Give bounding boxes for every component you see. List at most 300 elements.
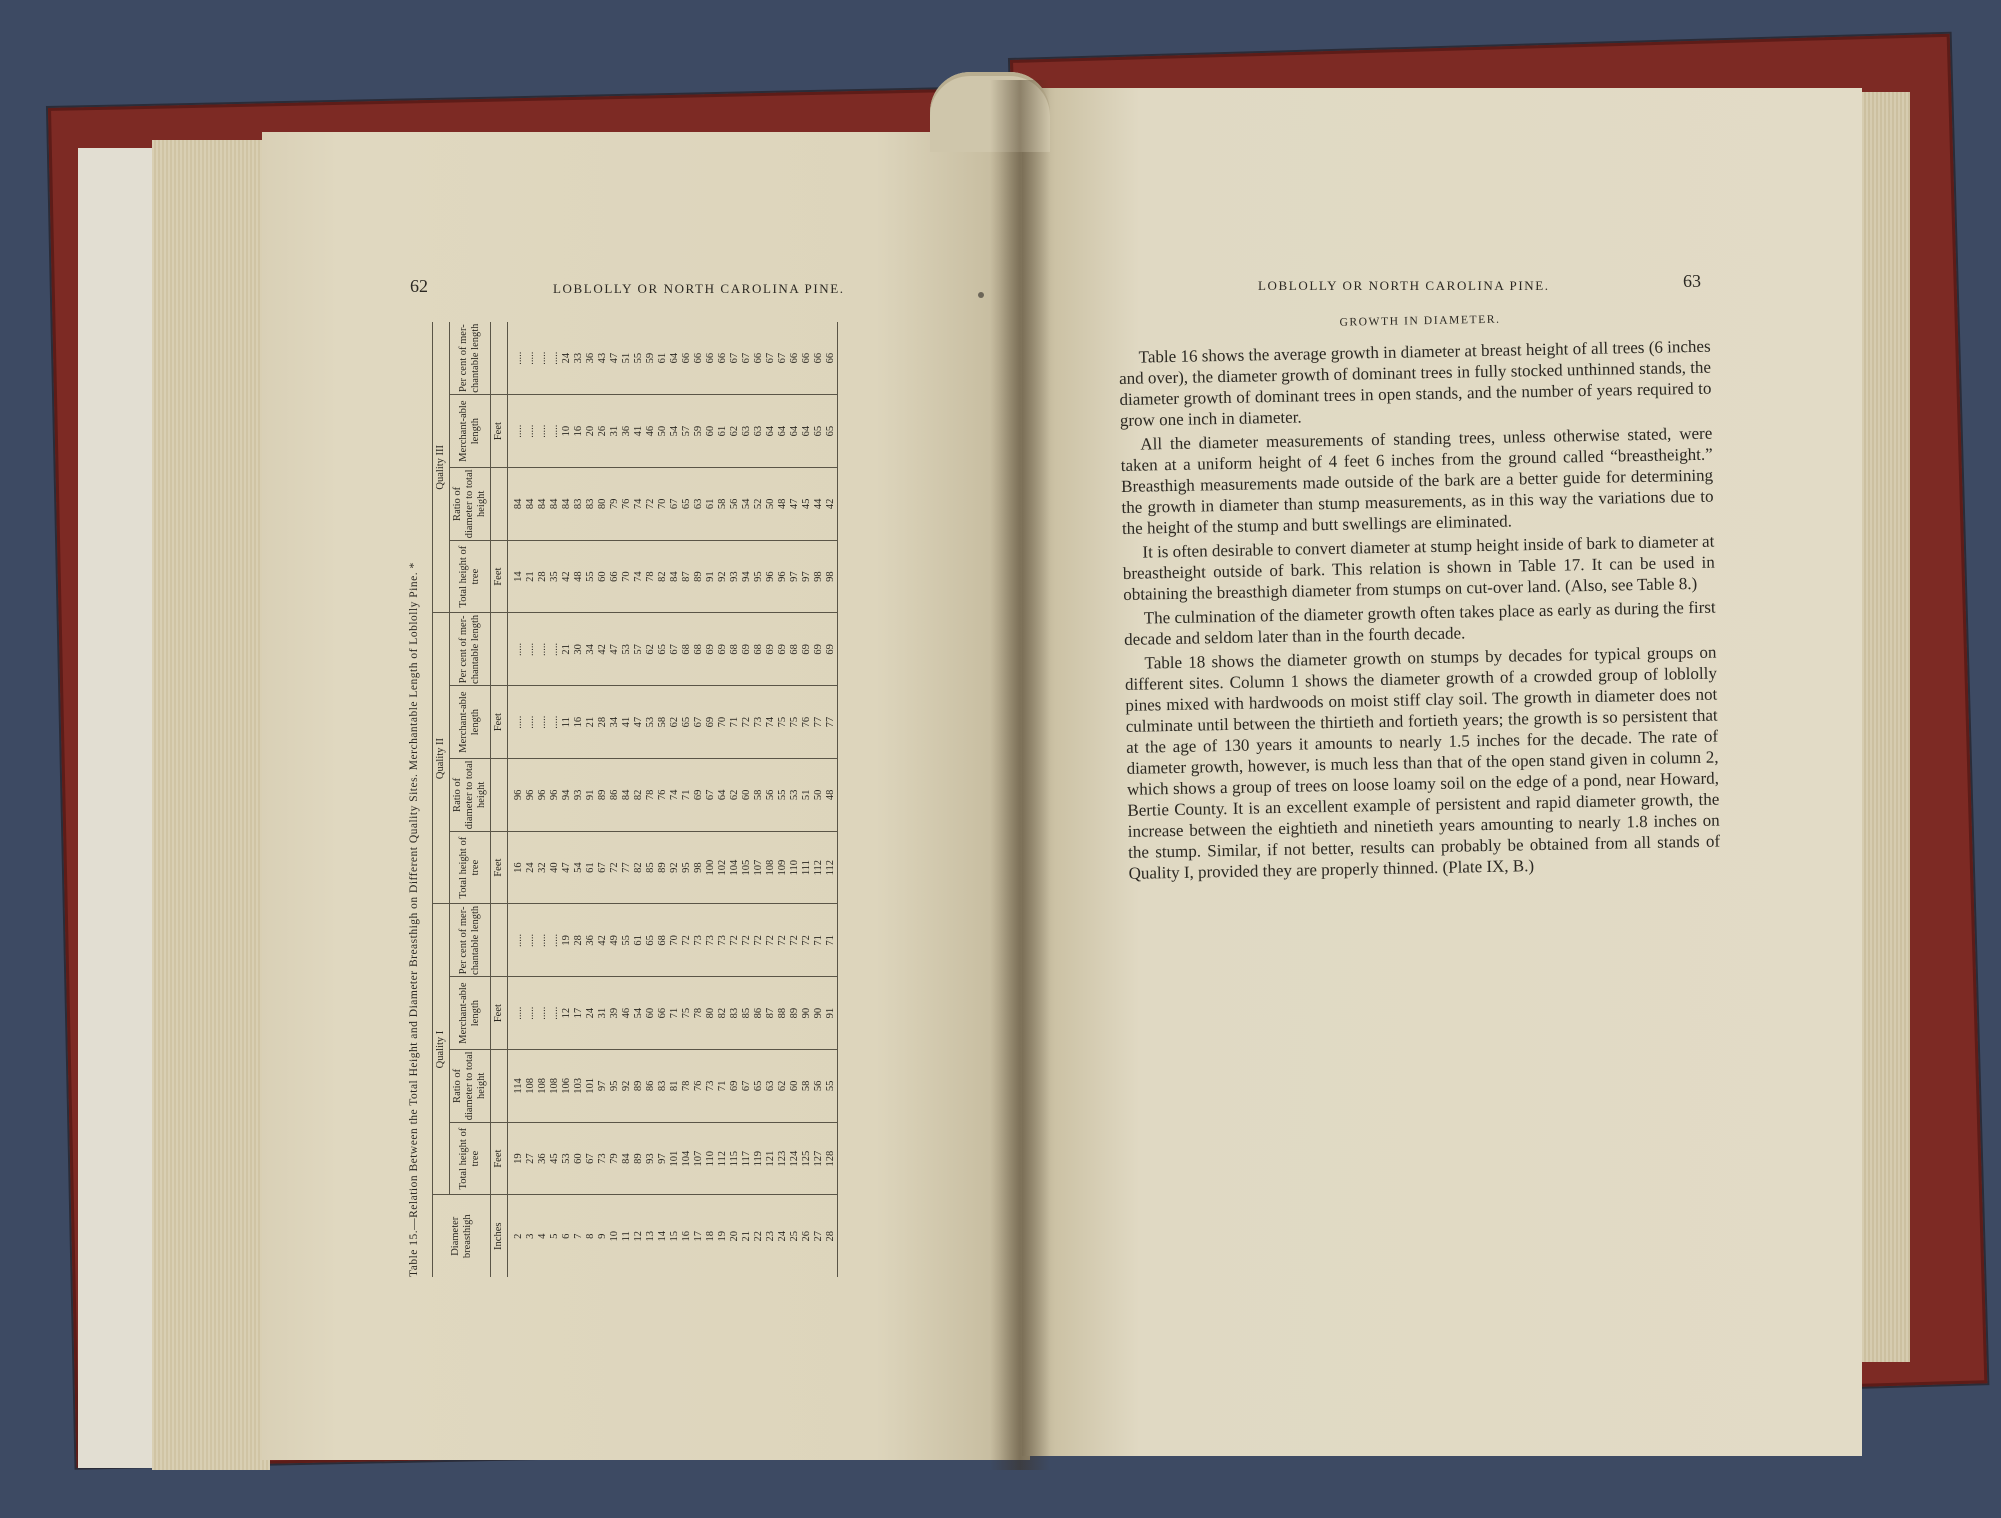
table-cell: 101 <box>585 1050 597 1123</box>
table-cell: 72 <box>801 904 813 977</box>
table-cell: 15 <box>669 1231 680 1242</box>
table-cell: 92 <box>717 540 729 613</box>
table-cell: 74 <box>765 686 777 759</box>
table-cell: ..... <box>549 613 561 686</box>
table-row <box>561 322 573 1277</box>
table-cell: 48 <box>825 759 838 832</box>
table-cell: 64 <box>717 759 729 832</box>
table-cell: ..... <box>525 904 537 977</box>
table-cell: 19 <box>717 1231 728 1242</box>
table-cell: 36 <box>585 904 597 977</box>
table-cell: 75 <box>681 977 693 1050</box>
table-row <box>729 322 741 1277</box>
table-cell: 73 <box>717 904 729 977</box>
table-cell: 60 <box>573 1122 585 1195</box>
table-cell: 21 <box>525 540 537 613</box>
table-cell: ..... <box>508 904 526 977</box>
table-cell: 96 <box>777 540 789 613</box>
table-cell: 69 <box>693 759 705 832</box>
table-cell: 49 <box>609 904 621 977</box>
table-cell: 84 <box>621 759 633 832</box>
table-cell: 60 <box>741 759 753 832</box>
table-cell: 79 <box>609 468 621 541</box>
table-cell: 78 <box>645 759 657 832</box>
table-cell: ..... <box>525 613 537 686</box>
table-cell: 24 <box>585 977 597 1050</box>
table-cell: 69 <box>705 686 717 759</box>
table-cell: 112 <box>717 1122 729 1195</box>
table-cell: 97 <box>657 1122 669 1195</box>
table-cell: 65 <box>657 613 669 686</box>
table-cell: 66 <box>813 322 825 395</box>
table-cell: ..... <box>537 395 549 468</box>
table-cell: 84 <box>669 540 681 613</box>
table-row <box>633 322 645 1277</box>
table-cell: 86 <box>609 759 621 832</box>
table-cell: 54 <box>669 395 681 468</box>
table-cell: 43 <box>597 322 609 395</box>
table-cell: 88 <box>777 977 789 1050</box>
table-cell: ..... <box>508 686 526 759</box>
table-cell: 60 <box>789 1050 801 1123</box>
table-cell: 24 <box>561 322 573 395</box>
table-cell: 57 <box>633 613 645 686</box>
table-cell: 58 <box>801 1050 813 1123</box>
table-cell: 83 <box>585 468 597 541</box>
col-header: Per cent of mer-chantable length <box>450 322 491 395</box>
table-cell: 117 <box>741 1122 753 1195</box>
table-cell: 106 <box>561 1050 573 1123</box>
table-cell: 73 <box>693 904 705 977</box>
table-cell: 121 <box>765 1122 777 1195</box>
table-cell: 69 <box>765 613 777 686</box>
table-cell: 16 <box>573 395 585 468</box>
table-cell: 90 <box>801 977 813 1050</box>
table-cell: 54 <box>741 468 753 541</box>
table-row <box>645 322 657 1277</box>
table-cell: 107 <box>753 831 765 904</box>
table-cell: 68 <box>681 613 693 686</box>
table-cell: ..... <box>549 977 561 1050</box>
table-row <box>669 322 681 1277</box>
ink-dot <box>978 292 984 298</box>
table-cell: 72 <box>681 904 693 977</box>
table-cell: 114 <box>508 1050 526 1123</box>
table-cell: 68 <box>657 904 669 977</box>
table-cell: 69 <box>705 613 717 686</box>
table-cell: ..... <box>525 686 537 759</box>
table-cell: 98 <box>825 540 838 613</box>
table-cell: 66 <box>693 322 705 395</box>
table-cell: 66 <box>753 322 765 395</box>
table-cell: 112 <box>813 831 825 904</box>
table-cell: 66 <box>717 322 729 395</box>
table-cell: 115 <box>729 1122 741 1195</box>
table-cell: 26 <box>801 1231 812 1242</box>
table-cell: 89 <box>693 540 705 613</box>
col-header: Total height of tree <box>450 831 491 904</box>
table-cell: 57 <box>681 395 693 468</box>
col-header: Per cent of mer-chantable length <box>450 613 491 686</box>
table-cell: ..... <box>508 395 526 468</box>
table-cell: 9 <box>597 1233 608 1239</box>
table-cell: 86 <box>645 1050 657 1123</box>
table-cell: 65 <box>645 904 657 977</box>
table-cell: 47 <box>609 322 621 395</box>
table-cell: 68 <box>789 613 801 686</box>
table-cell: 47 <box>561 831 573 904</box>
table-cell: 91 <box>705 540 717 613</box>
unit-header: Feet <box>491 831 508 904</box>
unit-header: Feet <box>491 977 508 1050</box>
table-cell: 48 <box>573 540 585 613</box>
table-cell: 109 <box>777 831 789 904</box>
table-cell: 31 <box>609 395 621 468</box>
table-cell: 55 <box>777 759 789 832</box>
table-cell: 96 <box>549 759 561 832</box>
table-cell: 95 <box>753 540 765 613</box>
table-cell: 111 <box>801 831 813 904</box>
table-cell: 96 <box>508 759 526 832</box>
table-cell: 83 <box>657 1050 669 1123</box>
col-header: Merchant-able length <box>450 686 491 759</box>
table-cell: 89 <box>633 1122 645 1195</box>
table-cell: 58 <box>717 468 729 541</box>
table-cell: 68 <box>693 613 705 686</box>
table-cell: 89 <box>789 977 801 1050</box>
table-cell: 71 <box>681 759 693 832</box>
table-row <box>717 322 729 1277</box>
table-cell: 46 <box>621 977 633 1050</box>
table-cell: 61 <box>585 831 597 904</box>
col-header: Total height of tree <box>450 1122 491 1195</box>
table-cell: 53 <box>561 1122 573 1195</box>
table-cell: ..... <box>508 322 526 395</box>
table-cell: 27 <box>525 1122 537 1195</box>
table-cell: 50 <box>657 395 669 468</box>
table-cell: 13 <box>645 1231 656 1242</box>
table-cell: 28 <box>597 686 609 759</box>
table-cell: ..... <box>537 977 549 1050</box>
table-cell: 84 <box>621 1122 633 1195</box>
table-cell: 77 <box>621 831 633 904</box>
table-cell: 104 <box>729 831 741 904</box>
table-cell: 67 <box>597 831 609 904</box>
table-cell: 84 <box>525 468 537 541</box>
table-row <box>813 322 825 1277</box>
table-cell: 76 <box>657 759 669 832</box>
table-cell: 53 <box>621 613 633 686</box>
show-through-stamp <box>0 785 490 895</box>
table-cell: ..... <box>549 322 561 395</box>
gutter-shadow <box>990 80 1050 1470</box>
table-cell: 97 <box>801 540 813 613</box>
table-cell: 36 <box>585 322 597 395</box>
table-cell: 53 <box>789 759 801 832</box>
table-cell: 92 <box>669 831 681 904</box>
table-cell: ..... <box>537 904 549 977</box>
table-cell: 72 <box>729 904 741 977</box>
table-cell: 42 <box>597 904 609 977</box>
section-heading: GROWTH IN DIAMETER. <box>1339 313 1501 329</box>
table-cell: 11 <box>621 1231 632 1242</box>
body-text <box>1118 310 1721 887</box>
table-cell: 63 <box>741 395 753 468</box>
table-cell: 35 <box>549 540 561 613</box>
table-cell: 60 <box>597 540 609 613</box>
table-cell: 77 <box>813 686 825 759</box>
diameter-header: Diameter breasthigh <box>433 1195 491 1277</box>
table-cell: 76 <box>801 686 813 759</box>
table-cell: 93 <box>729 540 741 613</box>
table-cell: 64 <box>777 395 789 468</box>
table-cell: 66 <box>681 322 693 395</box>
table-row <box>789 322 801 1277</box>
table-cell: 70 <box>717 686 729 759</box>
table-row <box>705 322 717 1277</box>
table-cell: 58 <box>657 686 669 759</box>
table-cell: 63 <box>753 395 765 468</box>
table-cell: 55 <box>585 540 597 613</box>
table-cell: 47 <box>789 468 801 541</box>
table-row <box>585 322 597 1277</box>
table-cell: 65 <box>681 468 693 541</box>
table-cell: 97 <box>597 1050 609 1123</box>
table-cell: 125 <box>801 1122 813 1195</box>
table-cell: 42 <box>597 613 609 686</box>
table-cell: 19 <box>508 1122 526 1195</box>
table-cell: 86 <box>753 977 765 1050</box>
table-cell: 65 <box>825 395 838 468</box>
table-cell: 18 <box>705 1231 716 1242</box>
table-cell: 67 <box>777 322 789 395</box>
table-cell: 67 <box>705 759 717 832</box>
table-cell: 20 <box>585 395 597 468</box>
unit-header: Feet <box>491 1122 508 1195</box>
table-cell: 84 <box>561 468 573 541</box>
table-cell: 127 <box>813 1122 825 1195</box>
table-cell: 5 <box>549 1233 560 1239</box>
table-cell: 52 <box>753 468 765 541</box>
table-cell: 14 <box>508 540 526 613</box>
col-header: Total height of tree <box>450 540 491 613</box>
table-cell: 78 <box>693 977 705 1050</box>
table-row <box>597 322 609 1277</box>
table-cell: 61 <box>717 395 729 468</box>
table-cell: 64 <box>669 322 681 395</box>
table-cell: 75 <box>777 686 789 759</box>
table-cell: 51 <box>621 322 633 395</box>
table-cell: 62 <box>729 759 741 832</box>
table-cell: 34 <box>585 613 597 686</box>
table-cell: ..... <box>549 686 561 759</box>
table-cell: 22 <box>753 1231 764 1242</box>
table-cell: 69 <box>741 613 753 686</box>
table-cell: 70 <box>669 904 681 977</box>
table-cell: 83 <box>573 468 585 541</box>
height-diameter-table <box>432 322 838 1277</box>
table-cell: 69 <box>777 613 789 686</box>
table-cell: 68 <box>729 613 741 686</box>
table-row <box>573 322 585 1277</box>
table-row <box>753 322 765 1277</box>
table-cell: 102 <box>717 831 729 904</box>
table-cell: 105 <box>741 831 753 904</box>
table-cell: 91 <box>585 759 597 832</box>
unit-header <box>491 322 508 395</box>
table-cell: 108 <box>765 831 777 904</box>
table-cell: 8 <box>585 1233 596 1239</box>
paragraph: All the diameter measurements of standing trees, unless otherwise stated, were taken at a uniform height of 4 feet 6 inches from the ground called “breastheight.” Breasthigh measurements made outside of the bark are a better guide for determining the growth in diameter than stump measurements, as in this way the variations due to the height of the stump and butt swellings are eliminated. <box>1120 423 1714 538</box>
table-cell: 70 <box>657 468 669 541</box>
table-cell: 67 <box>693 686 705 759</box>
col-header: Ratio of diameter to total height <box>450 1050 491 1123</box>
table-cell: 12 <box>633 1231 644 1242</box>
table-cell: 89 <box>657 831 669 904</box>
table-cell: 62 <box>777 1050 789 1123</box>
paragraph: Table 16 shows the average growth in diameter at breast height of all trees (6 inches and over), the diameter growth of dominant trees in fully stocked unthinned stands, the diameter growth of dominant trees in open stands, and the number of years required to grow one inch in diameter. <box>1118 336 1712 430</box>
table-cell: 67 <box>765 322 777 395</box>
table-cell: 48 <box>777 468 789 541</box>
group-header-q2: Quality II <box>433 613 450 904</box>
table-cell: 63 <box>693 468 705 541</box>
table-cell: 82 <box>657 540 669 613</box>
table-row <box>609 322 621 1277</box>
unit-header: Feet <box>491 395 508 468</box>
table-cell: 89 <box>597 759 609 832</box>
table-cell: 84 <box>537 468 549 541</box>
table-cell: 80 <box>597 468 609 541</box>
table-cell: 64 <box>765 395 777 468</box>
unit-header <box>491 468 508 541</box>
table-cell: 108 <box>537 1050 549 1123</box>
table-cell: 41 <box>633 395 645 468</box>
table-cell: 16 <box>681 1231 692 1242</box>
table-cell: 42 <box>825 468 838 541</box>
table-cell: 69 <box>729 1050 741 1123</box>
table-cell: 59 <box>645 322 657 395</box>
table-cell: 93 <box>645 1122 657 1195</box>
table-cell: 45 <box>549 1122 561 1195</box>
table-cell: 72 <box>753 904 765 977</box>
page-number-left: 62 <box>410 276 428 296</box>
table-cell: 66 <box>657 977 669 1050</box>
table-cell: 72 <box>609 831 621 904</box>
table-cell: 128 <box>825 1122 838 1195</box>
table-cell: 124 <box>789 1122 801 1195</box>
col-header: Ratio of diameter to total height <box>450 468 491 541</box>
table-cell: 98 <box>693 831 705 904</box>
table-cell: 65 <box>681 686 693 759</box>
table-row <box>825 322 838 1277</box>
table-cell: 71 <box>813 904 825 977</box>
unit-header <box>491 613 508 686</box>
table-cell: 41 <box>621 686 633 759</box>
table-cell: 67 <box>741 322 753 395</box>
table-cell: 123 <box>777 1122 789 1195</box>
table-cell: 28 <box>573 904 585 977</box>
table-row <box>525 322 537 1277</box>
table-cell: 63 <box>765 1050 777 1123</box>
table-cell: 72 <box>645 468 657 541</box>
table-cell: 53 <box>645 686 657 759</box>
table-cell: 67 <box>741 1050 753 1123</box>
table-cell: 62 <box>669 686 681 759</box>
table-row <box>681 322 693 1277</box>
table-cell: 72 <box>741 904 753 977</box>
table-cell: 81 <box>669 1050 681 1123</box>
table-cell: 56 <box>813 1050 825 1123</box>
table-cell: 74 <box>633 540 645 613</box>
col-header: Merchant-able length <box>450 395 491 468</box>
col-header: Ratio of diameter to total height <box>450 759 491 832</box>
table-cell: 119 <box>753 1122 765 1195</box>
table-cell: 85 <box>741 977 753 1050</box>
table-cell: 34 <box>609 686 621 759</box>
table-cell: 54 <box>633 977 645 1050</box>
table-cell: 94 <box>561 759 573 832</box>
table-cell: ..... <box>537 686 549 759</box>
table-cell: 10 <box>609 1231 620 1242</box>
table-cell: 21 <box>561 613 573 686</box>
table-cell: 58 <box>753 759 765 832</box>
table-cell: 73 <box>753 686 765 759</box>
table-cell: 77 <box>825 686 838 759</box>
col-header: Per cent of mer-chantable length <box>450 904 491 977</box>
table-cell: 82 <box>717 977 729 1050</box>
table-cell: 66 <box>705 322 717 395</box>
table-row <box>549 322 561 1277</box>
table-cell: 17 <box>693 1231 704 1242</box>
table-cell: 69 <box>813 613 825 686</box>
table-cell: 32 <box>537 831 549 904</box>
table-cell: 87 <box>681 540 693 613</box>
table-cell: 110 <box>705 1122 717 1195</box>
table-cell: 54 <box>573 831 585 904</box>
table-cell: ..... <box>537 322 549 395</box>
table-cell: 2 <box>513 1233 524 1239</box>
table-cell: 46 <box>645 395 657 468</box>
table-cell: 55 <box>633 322 645 395</box>
table-cell: 17 <box>573 977 585 1050</box>
table-cell: 82 <box>633 831 645 904</box>
table-cell: 100 <box>705 831 717 904</box>
table-cell: 69 <box>825 613 838 686</box>
unit-header: Feet <box>491 686 508 759</box>
table-cell: 47 <box>609 613 621 686</box>
table-cell: 71 <box>669 977 681 1050</box>
table-cell: 10 <box>561 395 573 468</box>
table-cell: 73 <box>597 1122 609 1195</box>
table-cell: 62 <box>729 395 741 468</box>
table-cell: 11 <box>561 686 573 759</box>
table-cell: 16 <box>573 686 585 759</box>
table-cell: 61 <box>633 904 645 977</box>
table-cell: 62 <box>645 613 657 686</box>
table-cell: 23 <box>765 1231 776 1242</box>
table-cell: 56 <box>729 468 741 541</box>
table-body <box>508 322 838 1277</box>
table-cell: 98 <box>813 540 825 613</box>
table-cell: 25 <box>789 1231 800 1242</box>
table-cell: ..... <box>525 322 537 395</box>
table-cell: 69 <box>717 613 729 686</box>
table-cell: 50 <box>765 468 777 541</box>
paragraph: It is often desirable to convert diameter at stump height inside of bark to diameter at breastheight outside of bark. This relation is shown in Table 17. It can be used in obtaining the breasthigh diameter from stumps on cut-over land. (Also, see Table 8.) <box>1122 531 1715 604</box>
table-cell: 112 <box>825 831 838 904</box>
table-cell: 6 <box>561 1233 572 1239</box>
table-cell: 47 <box>633 686 645 759</box>
